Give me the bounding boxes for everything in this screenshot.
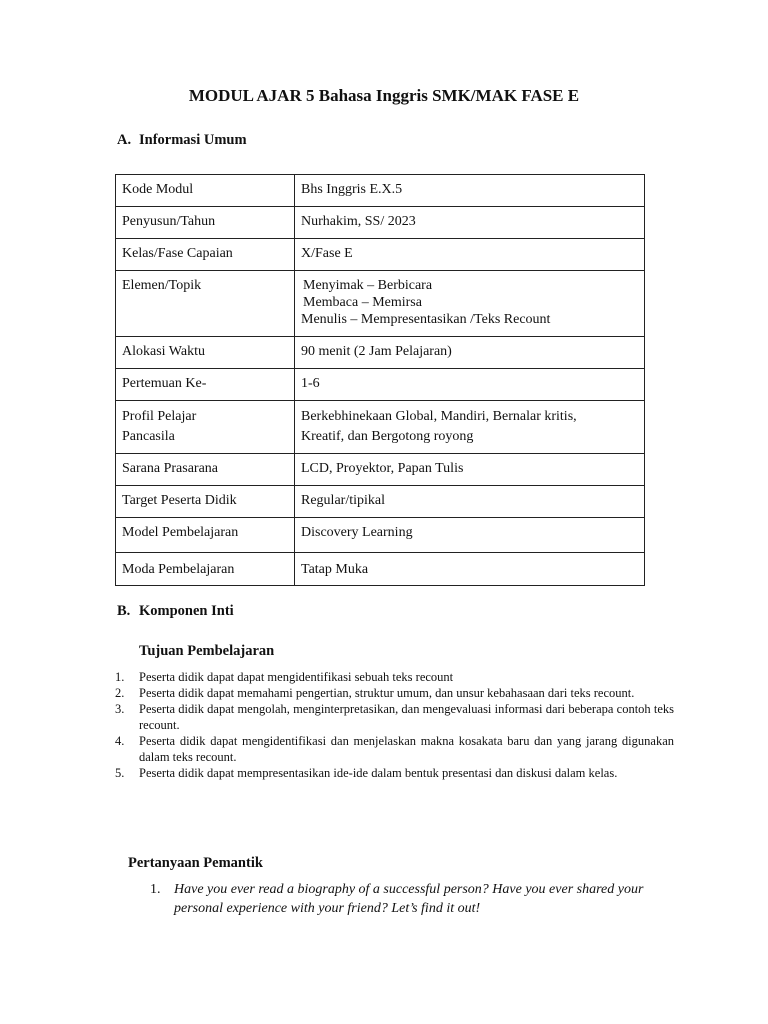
table-row <box>116 175 645 207</box>
table-key: Kelas/Fase Capaian <box>116 239 295 271</box>
tujuan-list <box>115 669 674 781</box>
list-text: Peserta didik dapat mengolah, menginterpretasikan, dan mengevaluasi informasi dari beberapa contoh teks recount. <box>139 702 674 732</box>
section-a-title: Informasi Umum <box>139 132 247 148</box>
list-item <box>115 701 674 733</box>
list-number: 1. <box>150 882 161 897</box>
table-value <box>295 271 645 337</box>
table-row <box>116 369 645 401</box>
pemantik-heading: Pertanyaan Pemantik <box>128 855 263 871</box>
list-item <box>150 880 670 918</box>
table-key <box>116 401 295 454</box>
list-text: Have you ever read a biography of a successful person? Have you ever shared your personal experience with your friend? Let’s find it out! <box>174 882 644 916</box>
table-value <box>295 401 645 454</box>
table-value: Bhs Inggris E.X.5 <box>295 175 645 207</box>
list-text: Peserta didik dapat mempresentasikan ide-ide dalam bentuk presentasi dan diskusi dalam kelas. <box>139 766 618 780</box>
table-key: Penyusun/Tahun <box>116 207 295 239</box>
table-value-line: Menyimak – Berbicara <box>303 278 433 293</box>
table-key: Model Pembelajaran <box>116 518 295 553</box>
list-number: 1. <box>115 670 125 684</box>
table-row <box>116 239 645 271</box>
tujuan-heading: Tujuan Pembelajaran <box>139 643 275 659</box>
list-item <box>115 685 674 701</box>
table-value: Discovery Learning <box>295 518 645 553</box>
section-b-heading <box>117 603 234 620</box>
list-number: 2. <box>115 686 125 700</box>
table-key: Pertemuan Ke- <box>116 369 295 401</box>
table-value: LCD, Proyektor, Papan Tulis <box>295 454 645 486</box>
table-value: Regular/tipikal <box>295 486 645 518</box>
list-number: 3. <box>115 702 125 716</box>
list-text: Peserta didik dapat mengidentifikasi dan menjelaskan makna kosakata baru dan yang jarang digunakan dalam teks recount. <box>139 734 674 764</box>
list-item <box>115 765 674 781</box>
table-value: 1-6 <box>295 369 645 401</box>
table-key: Kode Modul <box>116 175 295 207</box>
list-item <box>115 669 674 685</box>
table-row <box>116 486 645 518</box>
document-title: MODUL AJAR 5 Bahasa Inggris SMK/MAK FASE E <box>188 86 580 105</box>
table-value: X/Fase E <box>295 239 645 271</box>
table-row <box>116 454 645 486</box>
table-key: Target Peserta Didik <box>116 486 295 518</box>
table-key: Sarana Prasarana <box>116 454 295 486</box>
section-a-heading <box>117 132 247 149</box>
section-b-number: B. <box>117 603 131 619</box>
table-value: 90 menit (2 Jam Pelajaran) <box>295 337 645 369</box>
table-value-line: Membaca – Memirsa <box>303 295 422 310</box>
list-number: 4. <box>115 734 125 748</box>
table-row <box>116 271 645 337</box>
list-text: Peserta didik dapat memahami pengertian, struktur umum, dan unsur kebahasaan dari teks recount. <box>139 686 635 700</box>
table-row <box>116 401 645 454</box>
table-row <box>116 207 645 239</box>
table-value-line: Menulis – Mempresentasikan /Teks Recount <box>301 312 551 327</box>
table-key: Elemen/Topik <box>116 271 295 337</box>
section-a-number: A. <box>117 132 132 148</box>
info-table <box>115 174 645 586</box>
table-key: Alokasi Waktu <box>116 337 295 369</box>
table-row <box>116 553 645 586</box>
table-value: Nurhakim, SS/ 2023 <box>295 207 645 239</box>
pemantik-list <box>150 880 670 918</box>
section-b-title: Komponen Inti <box>139 603 234 619</box>
list-item <box>115 733 674 765</box>
table-value: Tatap Muka <box>295 553 645 586</box>
list-number: 5. <box>115 766 125 780</box>
table-key: Moda Pembelajaran <box>116 553 295 586</box>
table-row <box>116 337 645 369</box>
table-value-text: Berkebhinekaan Global, Mandiri, Bernalar kritis, Kreatif, dan Bergotong royong <box>301 409 577 444</box>
table-key-text: Profil Pelajar Pancasila <box>122 409 197 444</box>
list-text: Peserta didik dapat dapat mengidentifikasi sebuah teks recount <box>139 670 454 684</box>
table-row <box>116 518 645 553</box>
